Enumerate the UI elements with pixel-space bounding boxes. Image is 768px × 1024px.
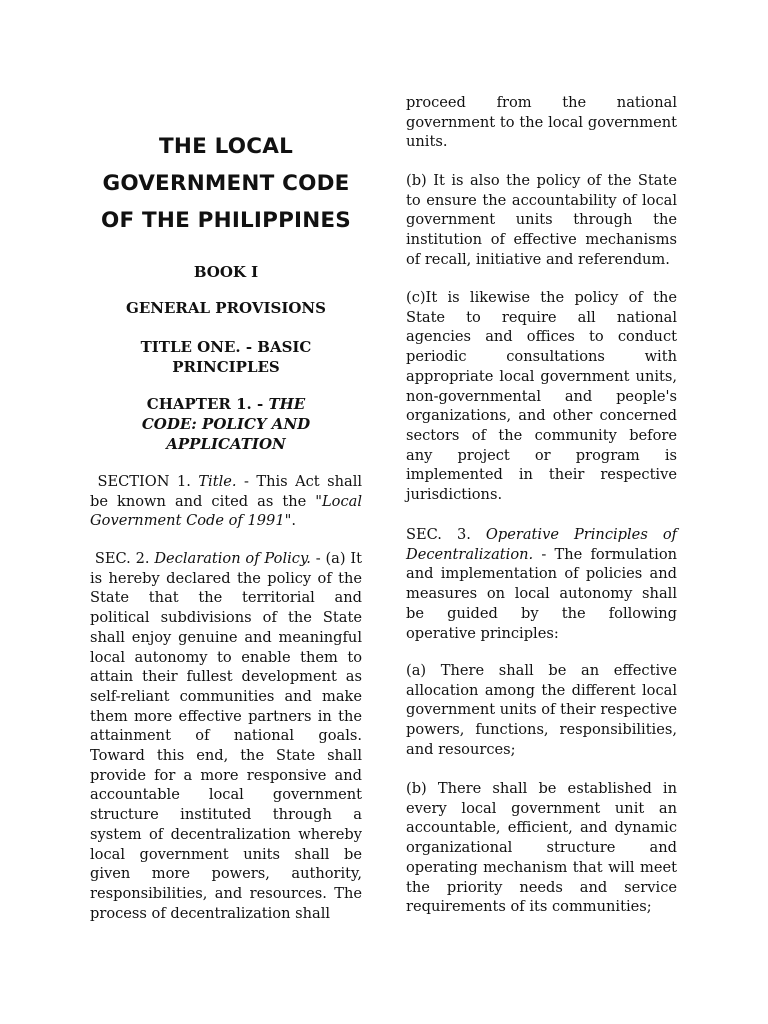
chapter-title: THE CODE: POLICY AND APPLICATION (141, 395, 311, 453)
section-2-text: - (a) It is hereby declared the policy of the State that the territorial and political subdivisions of the State shall enjoy genuine and meaningful local autonomy to enable them to attain their fullest development as self-reliant communities and make them more effective partners in the attainment of national goals. Toward this end, the State shall provide for a more responsive and accountable local government structure instituted through a system of decentralization whereby local government units shall be given more powers, authority, responsibilities, and resources. The process of decentralization shall (90, 550, 363, 922)
document-title (90, 128, 362, 239)
chapter-heading (90, 394, 362, 454)
section-3-heading: Operative Principles of Decentralization. (406, 526, 678, 563)
title-one-heading: TITLE ONE. - BASIC PRINCIPLES (140, 338, 312, 376)
general-provisions-heading: GENERAL PROVISIONS (126, 299, 326, 317)
section-1-end: . (291, 512, 296, 530)
section-1-text: - This Act shall be known and cited as the (90, 473, 363, 510)
section-2-heading: Declaration of Policy. (154, 550, 311, 567)
section-2-prefix: SEC. 2. (94, 550, 150, 567)
section-2-paragraph-b: (b) It is also the policy of the State to ensure the accountability of local government units through the institution of effective mechanisms of recall, initiative and referendum. (406, 172, 677, 268)
chapter-prefix: CHAPTER 1. - (146, 395, 264, 413)
section-1-quote: "Local Government Code of 1991" (90, 492, 362, 530)
section-1 (90, 472, 362, 531)
title-line-2: GOVERNMENT CODE (102, 171, 350, 196)
section-3-text: - The formulation and implementation of policies and measures on local autonomy shall be guided by the following operative principles: (406, 545, 678, 642)
section-2-paragraph-c: (c)It is likewise the policy of the State to require all national agencies and offices to conduct periodic consultations with appropriate local government units, non-governmental and people's organizations, and other concerned sectors of the community before any project or program is implemented in their respective jurisdictions. (406, 289, 677, 504)
section-1-prefix: SECTION 1. (97, 473, 191, 490)
section-2 (90, 549, 362, 923)
section-3 (406, 525, 677, 643)
title-line-3: OF THE PHILIPPINES (100, 208, 351, 233)
section-3-prefix: SEC. 3. (406, 526, 471, 543)
section-3-paragraph-a: (a) There shall be an effective allocation among the different local government units of their respective powers, functions, responsibilities, and resources; (406, 662, 677, 758)
book-heading: BOOK I (193, 263, 259, 281)
section-3-paragraph-b: (b) There shall be established in every local government unit an accountable, efficient, and dynamic organizational structure and operating mechanism that will meet the priority needs and service requirements of its communities; (406, 780, 677, 916)
section-2-continuation: proceed from the national government to the local government units. (406, 94, 677, 151)
title-line-1: THE LOCAL (159, 134, 293, 159)
section-1-heading: Title. (198, 473, 237, 490)
